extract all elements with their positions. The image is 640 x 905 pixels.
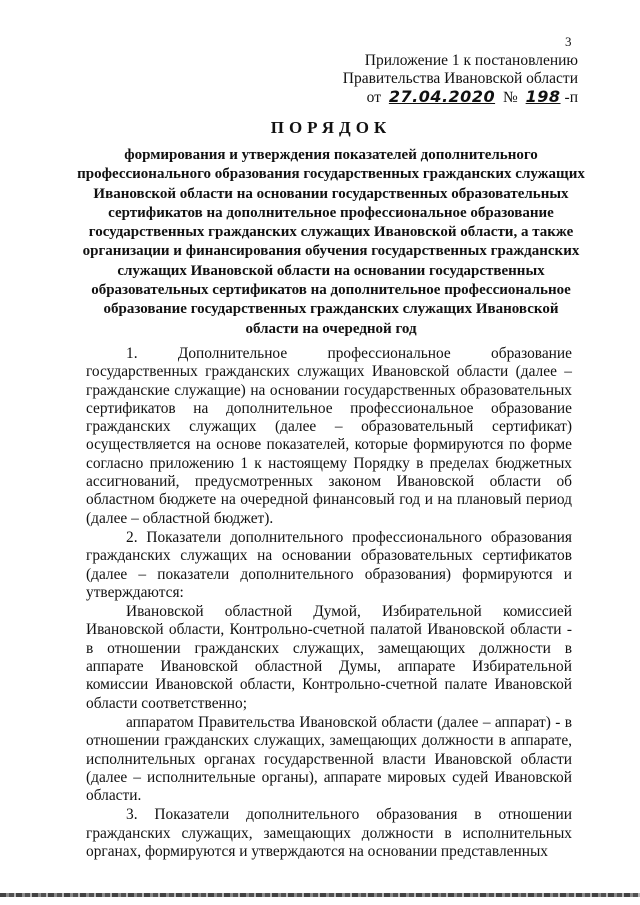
paragraph-2b: аппаратом Правительства Ивановской области (далее – аппарат) - в отношении гражданских служащих, замещающих должности в аппарате, исполнительных органах государственной власти Ивановской области (далее – исполнительные органы), аппарате мировых судей Ивановской области. <box>86 713 572 805</box>
paragraph-3: 3. Показатели дополнительного образования в отношении гражданских служащих, замещающих должности в исполнительных органах, формируются и утверждаются на основании представленных <box>86 806 572 861</box>
title-block <box>76 118 586 339</box>
paragraph-2a: Ивановской областной Думой, Избирательной комиссией Ивановской области, Контрольно-счетной палатой Ивановской области - в отношении гражданских служащих, замещающих должности в аппарате Ивановской областной Думы, аппарате Избирательной комиссии Ивановской области, Контрольно-счетной палате Ивановской области соответственно; <box>86 603 572 712</box>
document-subtitle: формирования и утверждения показателей дополнительного профессионального образования государственных гражданских служащих Ивановской области на основании государственных образовательных сертификатов на дополнительное профессиональное образование государственных гражданских служащих Ивановской области, а также организации и финансирования обучения государственных гражданских служащих Ивановской области на основании государственных образовательных сертификатов на дополнительное профессиональное образование государственных гражданских служащих Ивановской области на очередной год <box>77 147 585 337</box>
document-body <box>86 345 572 862</box>
appendix-line: Приложение 1 к постановлению <box>364 52 578 69</box>
page-number: 3 <box>565 34 572 49</box>
government-line: Правительства Ивановской области <box>342 70 578 87</box>
date-prefix: от <box>366 89 381 106</box>
scan-edge-artifact <box>0 893 640 897</box>
appendix-header <box>343 52 578 107</box>
number-suffix: -п <box>564 89 578 106</box>
handwritten-date: 27.04.2020 <box>388 87 496 106</box>
date-number-line <box>343 88 578 107</box>
number-prefix: № <box>502 89 518 106</box>
document-title: ПОРЯДОК <box>270 118 392 137</box>
paragraph-1: 1. Дополнительное профессиональное образование государственных гражданских служащих Ивановской области (далее – гражданские служащие) на основании государственных образовательных сертификатов на дополнительное профессиональное образование гражданских служащих (далее – образовательный сертификат) осуществляется на основе показателей, которые формируются по форме согласно приложению 1 к настоящему Порядку в пределах бюджетных ассигнований, предусмотренных законом Ивановской области об областном бюджете на очередной финансовый год и на плановый период (далее – областной бюджет). <box>86 345 572 527</box>
handwritten-number: 198 <box>525 87 561 106</box>
paragraph-2: 2. Показатели дополнительного профессионального образования гражданских служащих на основании образовательных сертификатов (далее – показатели дополнительного образования) формируются и утверждаются: <box>86 528 572 601</box>
